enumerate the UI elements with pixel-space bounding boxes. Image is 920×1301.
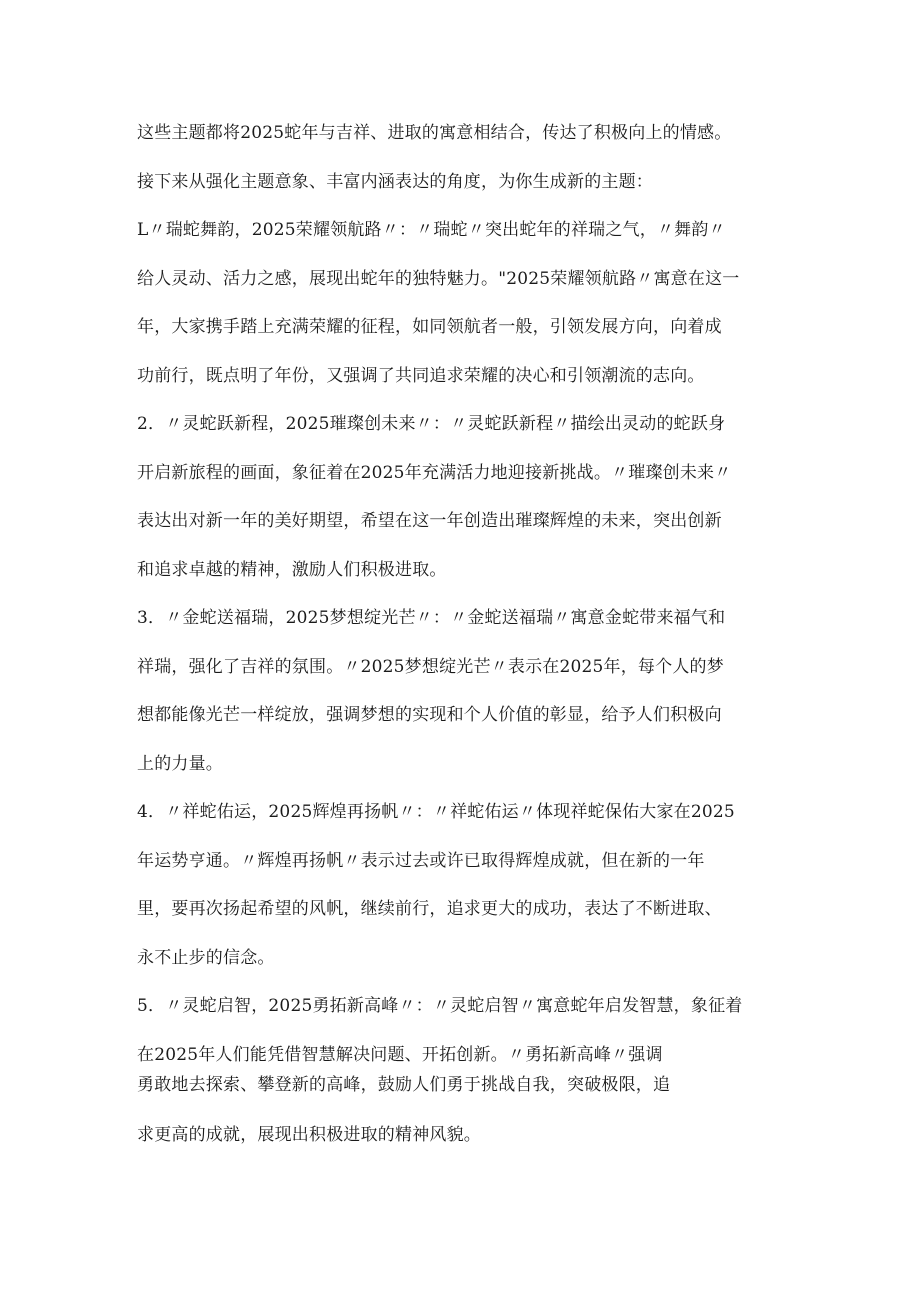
text-line: 表达出对新一年的美好期望，希望在这一年创造出璀璨辉煌的未来，突出创新 xyxy=(137,511,722,531)
text-line: 里，要再次扬起希望的风帆，继续前行，追求更大的成功，表达了不断进取、 xyxy=(137,899,722,919)
text-line: 4．〃祥蛇佑运，2025辉煌再扬帆〃：〃祥蛇佑运〃体现祥蛇保佑大家在2025 xyxy=(137,802,735,822)
text-line: 和追求卓越的精神，激励人们积极进取。 xyxy=(137,560,447,580)
text-line: 接下来从强化主题意象、丰富内涵表达的角度，为你生成新的主题： xyxy=(137,172,653,192)
text-line: 在2025年人们能凭借智慧解决问题、开拓创新。〃勇拓新高峰〃强调 xyxy=(137,1045,663,1065)
text-line: 开启新旅程的画面，象征着在2025年充满活力地迎接新挑战。〃璀璨创未来〃 xyxy=(137,463,732,483)
text-line: 年运势亨通。〃辉煌再扬帆〃表示过去或许已取得辉煌成就，但在新的一年 xyxy=(137,851,705,871)
text-line: 永不止步的信念。 xyxy=(137,948,275,968)
text-line: 上的力量。 xyxy=(137,754,223,774)
text-line: 这些主题都将2025蛇年与吉祥、进取的寓意相结合，传达了积极向上的情感。 xyxy=(137,123,732,143)
text-line: 2．〃灵蛇跃新程，2025璀璨创未来〃：〃灵蛇跃新程〃描绘出灵动的蛇跃身 xyxy=(137,414,726,434)
text-line: 祥瑞，强化了吉祥的氛围。〃2025梦想绽光芒〃表示在2025年，每个人的梦 xyxy=(137,657,724,677)
text-line: 想都能像光芒一样绽放，强调梦想的实现和个人价值的彰显，给予人们积极向 xyxy=(137,705,722,725)
text-line: 3．〃金蛇送福瑞，2025梦想绽光芒〃：〃金蛇送福瑞〃寓意金蛇带来福气和 xyxy=(137,608,726,628)
text-line: 求更高的成就，展现出积极进取的精神风貌。 xyxy=(137,1125,481,1145)
text-line: 5．〃灵蛇启智，2025勇拓新高峰〃：〃灵蛇启智〃寓意蛇年启发智慧，象征着 xyxy=(137,996,743,1016)
text-line: 勇敢地去探索、攀登新的高峰，鼓励人们勇于挑战自我，突破极限，追 xyxy=(137,1075,671,1095)
text-line: 年，大家携手踏上充满荣耀的征程，如同领航者一般，引领发展方向，向着成 xyxy=(137,317,722,337)
text-line: 给人灵动、活力之感，展现出蛇年的独特魅力。"2025荣耀领航路〃寓意在这一 xyxy=(137,269,740,289)
text-line: L〃瑞蛇舞韵，2025荣耀领航路〃：〃瑞蛇〃突出蛇年的祥瑞之气，〃舞韵〃 xyxy=(137,220,726,240)
text-line: 功前行，既点明了年份，又强调了共同追求荣耀的决心和引领潮流的志向。 xyxy=(137,366,705,386)
